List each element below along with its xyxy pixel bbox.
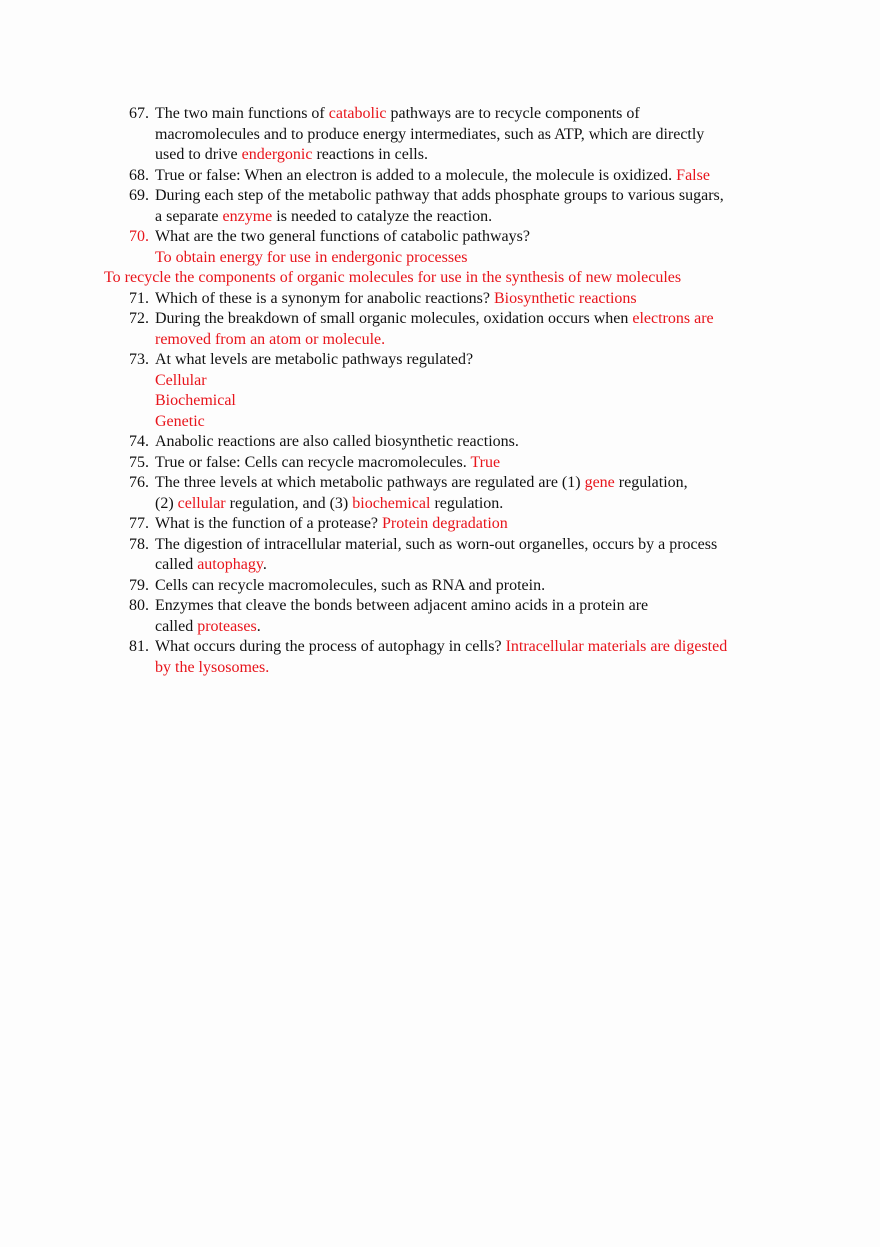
question-line: [129, 514, 508, 535]
answer-text: electrons are: [632, 310, 714, 327]
question-text: regulation.: [430, 494, 504, 512]
answer-text: True: [470, 453, 501, 471]
question-text: During each step of the metabolic pathway that adds phosphate groups to various sugars,: [155, 187, 724, 204]
question-text: macromolecules and to produce energy intermediates, such as ATP, which are directly: [155, 125, 705, 143]
answer-text: Cellular: [155, 371, 207, 389]
question-text: regulation, and (3): [225, 494, 353, 512]
question-line: [129, 637, 728, 658]
question-line: [129, 166, 710, 187]
question-text: used to drive: [155, 146, 242, 163]
continuation-line: [155, 330, 385, 351]
question-text: called: [155, 556, 198, 573]
question-line: [129, 289, 637, 310]
continuation-line: [155, 555, 267, 576]
question-text: The three levels at which metabolic pathways are regulated are (1): [155, 474, 585, 491]
answer-text: Protein degradation: [382, 515, 508, 532]
question-text: Cells can recycle macromolecules, such as RNA and protein.: [155, 576, 546, 594]
question-text: pathways are to recycle components of: [386, 105, 640, 122]
question-number: 77.: [129, 515, 149, 532]
question-line: [129, 576, 546, 597]
question-text: The digestion of intracellular material, such as worn-out organelles, occurs by a process: [155, 535, 718, 553]
question-number: 76.: [129, 474, 149, 491]
question-number: 69.: [129, 187, 149, 204]
question-text: At what levels are metabolic pathways regulated?: [155, 351, 474, 368]
question-line: [129, 104, 640, 125]
question-number: 81.: [129, 638, 149, 655]
question-line: [129, 432, 519, 453]
question-text: .: [256, 617, 261, 635]
answer-text: by the lysosomes.: [155, 658, 270, 676]
answer-text: Biochemical: [155, 392, 236, 409]
question-text: What occurs during the process of autophagy in cells?: [155, 638, 506, 655]
question-number: 68.: [129, 166, 149, 184]
question-line: [129, 596, 649, 617]
question-number: 80.: [129, 597, 149, 614]
answer-text: Biosynthetic reactions: [494, 289, 637, 307]
question-number: 70.: [129, 228, 149, 245]
answer-text: catabolic: [328, 105, 387, 122]
question-number: 79.: [129, 576, 149, 594]
question-line: [129, 473, 688, 494]
question-text: What is the function of a protease?: [155, 515, 383, 532]
question-text: called: [155, 617, 198, 635]
answer-text: autophagy: [197, 556, 263, 573]
question-text: a separate: [155, 207, 223, 225]
answer-text: biochemical: [352, 494, 431, 512]
continuation-line: [155, 391, 236, 412]
question-line: [129, 453, 501, 474]
answer-text: To recycle the components of organic molecules for use in the synthesis of new molecules: [104, 269, 682, 286]
answer-text: False: [676, 166, 710, 184]
question-number: 67.: [129, 105, 149, 122]
question-text: True or false: When an electron is added to a molecule, the molecule is oxidized.: [155, 166, 677, 184]
question-text: During the breakdown of small organic molecules, oxidation occurs when: [155, 310, 633, 327]
continuation-line: [155, 248, 467, 269]
question-text: What are the two general functions of catabolic pathways?: [155, 228, 530, 245]
question-line: [129, 309, 714, 330]
question-line: [129, 350, 474, 371]
question-number: 71.: [129, 289, 149, 307]
question-number: 73.: [129, 351, 149, 368]
question-line: [129, 535, 718, 556]
continuation-line: [155, 617, 261, 638]
continuation-line: [104, 268, 681, 289]
question-text: True or false: Cells can recycle macromolecules.: [155, 453, 471, 471]
question-text: The two main functions of: [155, 105, 329, 122]
answer-text: cellular: [177, 494, 226, 512]
answer-text: Genetic: [155, 412, 205, 430]
question-number: 75.: [129, 453, 149, 471]
continuation-line: [155, 207, 492, 228]
question-text: reactions in cells.: [312, 146, 428, 163]
question-line: [129, 227, 530, 248]
answer-text: removed from an atom or molecule.: [155, 330, 386, 348]
answer-text: To obtain energy for use in endergonic processes: [155, 248, 468, 266]
continuation-line: [155, 125, 704, 146]
answer-text: enzyme: [222, 207, 273, 225]
continuation-line: [155, 145, 428, 166]
question-text: is needed to catalyze the reaction.: [272, 207, 493, 225]
question-text: regulation,: [614, 474, 688, 491]
question-text: (2): [155, 494, 178, 512]
question-number: 74.: [129, 433, 149, 450]
answer-text: gene: [584, 474, 615, 491]
continuation-line: [155, 412, 205, 433]
answer-text: endergonic: [241, 146, 313, 163]
question-text: Enzymes that cleave the bonds between adjacent amino acids in a protein are: [155, 597, 649, 614]
continuation-line: [155, 371, 207, 392]
question-number: 78.: [129, 535, 149, 553]
question-line: [129, 186, 724, 207]
answer-text: Intracellular materials are digested: [505, 638, 728, 655]
question-text: Anabolic reactions are also called biosynthetic reactions.: [155, 433, 519, 450]
question-text: Which of these is a synonym for anabolic reactions?: [155, 289, 494, 307]
question-number: 72.: [129, 310, 149, 327]
continuation-line: [155, 658, 269, 679]
continuation-line: [155, 494, 503, 515]
answer-text: proteases: [197, 617, 257, 635]
question-text: .: [262, 556, 267, 573]
